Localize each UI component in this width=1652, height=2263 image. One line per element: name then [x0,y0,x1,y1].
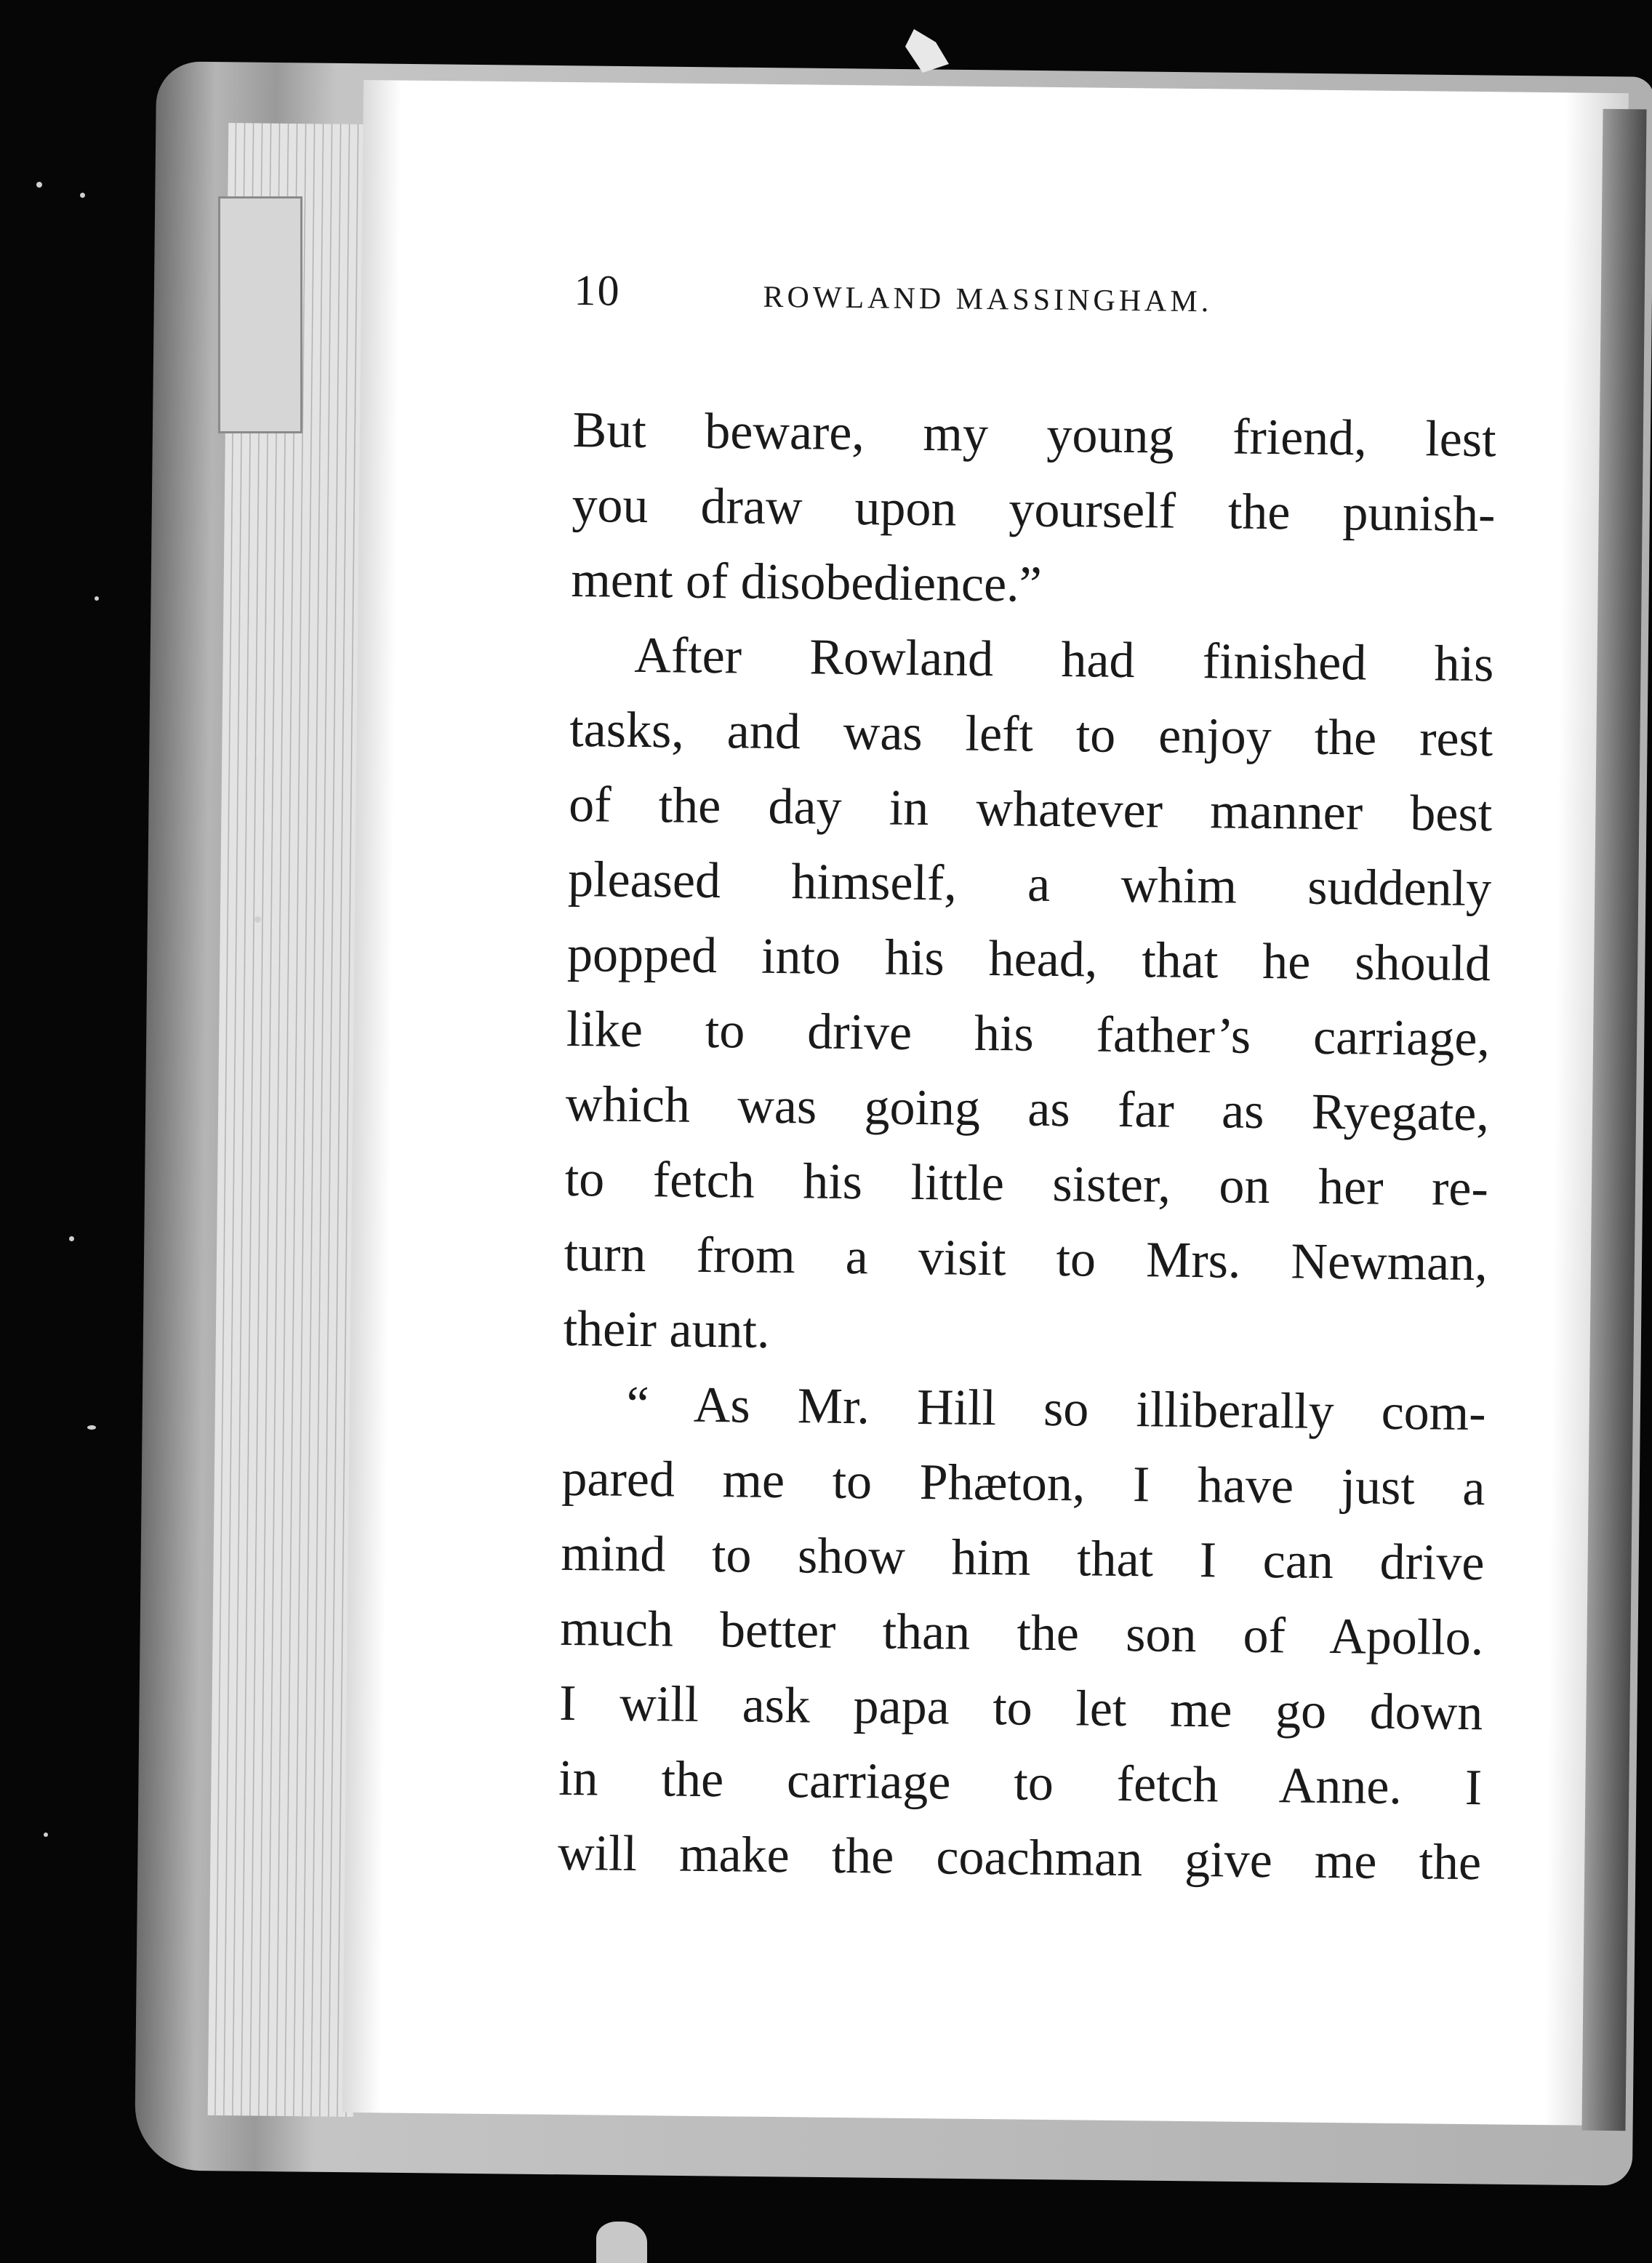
text-line: mind to show him that I can drive [561,1525,1485,1592]
debris-fragment-bottom [596,2222,647,2263]
dust-speck [95,596,99,601]
text-line: I will ask papa to let me go down [558,1675,1483,1742]
text-line: tasks, and was left to enjoy the rest [569,701,1493,768]
text-line: pleased himself, a whim suddenly [567,851,1492,918]
text-line: ment of disobedience.” [571,551,1043,613]
text-line: But beware, my young friend, lest [572,401,1496,468]
text-line: of the day in whatever manner best [568,776,1493,843]
text-line: popped into his head, that he should [566,926,1491,993]
text-line: much better than the son of Apollo. [559,1600,1484,1667]
text-line: to fetch his little sister, on her re- [564,1150,1489,1217]
page-text-block [558,265,1498,1900]
dust-speck [44,1833,48,1837]
text-line: which was going as far as Ryegate, [565,1076,1490,1142]
text-line: turn from a visit to Mrs. Newman, [564,1225,1488,1292]
dust-speck [69,1236,74,1241]
page-number: 10 [574,265,621,315]
text-line: “ As Mr. Hill so illiberally com- [626,1376,1486,1442]
dust-speck [87,1425,96,1430]
running-head [574,265,1498,340]
text-line: their aunt. [563,1300,770,1359]
dust-speck [254,916,261,923]
text-line: you draw upon yourself the punish- [572,476,1496,543]
text-line: will make the coachman give me the [557,1825,1482,1891]
text-line: After Rowland had finished his [633,627,1494,693]
body-text [558,393,1497,1900]
dust-speck [36,182,42,188]
running-title: ROWLAND MASSINGHAM. [763,280,1213,319]
text-line: in the carriage to fetch Anne. I [558,1750,1483,1817]
text-line: pared me to Phæton, I have just a [561,1450,1485,1517]
debris-fragment [905,29,949,73]
dust-speck [80,193,85,198]
text-line: like to drive his father’s carriage, [566,1001,1491,1068]
endpaper-fragment [218,196,302,433]
